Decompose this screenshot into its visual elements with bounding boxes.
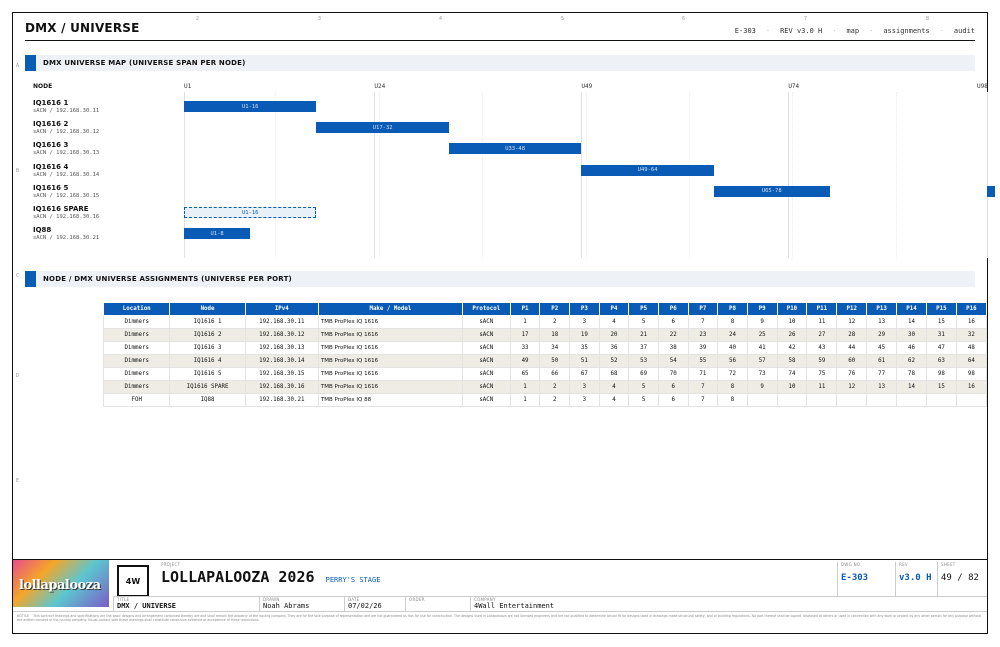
table-cell: 10	[777, 316, 807, 329]
table-cell: 69	[629, 368, 659, 381]
node-address: sACN / 192.168.30.15	[33, 192, 100, 199]
universe-tick-label: U49	[581, 83, 593, 90]
node-address: sACN / 192.168.30.16	[33, 214, 100, 220]
table-cell: 67	[570, 368, 600, 381]
table-cell	[837, 394, 867, 407]
table-cell: 2	[540, 316, 570, 329]
revision-cell	[895, 562, 939, 596]
universe-tick-label: U1	[184, 83, 192, 90]
table-cell: 71	[688, 368, 718, 381]
table-cell: 66	[540, 368, 570, 381]
table-cell: 56	[718, 355, 748, 368]
grid-line	[374, 92, 375, 258]
separator: ·	[869, 27, 874, 35]
sheet-label: SHEET	[941, 562, 956, 567]
table-cell: 23	[688, 329, 718, 342]
table-cell: IQ1616 3	[170, 342, 245, 355]
table-cell: 72	[718, 368, 748, 381]
separator: ·	[832, 27, 837, 35]
sheet-code: E-303	[734, 27, 756, 35]
node-name: IQ1616 SPARE	[33, 205, 89, 213]
drawing-sheet	[12, 12, 988, 634]
table-cell: 50	[540, 355, 570, 368]
table-cell: 192.168.30.11	[245, 316, 318, 329]
table-cell: 75	[807, 368, 837, 381]
table-cell: 47	[926, 342, 956, 355]
dwg-number: E-303	[841, 573, 869, 583]
table-cell: 27	[807, 329, 837, 342]
notice-label: NOTICE	[17, 614, 30, 618]
table-cell: IQ1616 5	[170, 368, 245, 381]
universe-span-bar[interactable]: U33-48	[449, 143, 581, 154]
date-value: 07/02/26	[348, 602, 382, 610]
table-cell: sACN	[462, 329, 510, 342]
section-header-map	[25, 55, 975, 71]
company-label: COMPANY	[474, 597, 496, 602]
table-cell: 5	[629, 394, 659, 407]
table-cell: 5	[629, 316, 659, 329]
table-cell: 192.168.30.15	[245, 368, 318, 381]
grid-column-number: 5	[561, 16, 565, 22]
table-cell: TMB ProPlex IQ 1616	[318, 368, 462, 381]
table-cell: 59	[807, 355, 837, 368]
grid-line	[788, 92, 789, 258]
node-name: IQ1616 4	[33, 162, 69, 171]
minor-grid-line	[379, 92, 380, 258]
section-header-assignments	[25, 271, 975, 287]
table-cell: 4	[599, 316, 629, 329]
table-cell: 28	[837, 329, 867, 342]
table-cell: 9	[747, 381, 777, 394]
table-cell: 10	[777, 381, 807, 394]
table-row	[104, 329, 987, 342]
table-cell: 32	[956, 329, 986, 342]
table-cell: 61	[867, 355, 897, 368]
table-cell: 35	[570, 342, 600, 355]
table-cell: TMB ProPlex IQ 1616	[318, 355, 462, 368]
universe-span-bar[interactable]: U65-78	[714, 186, 830, 197]
table-cell: 14	[897, 381, 927, 394]
company-cell	[470, 596, 987, 612]
table-cell: 25	[747, 329, 777, 342]
table-cell: 65	[510, 368, 540, 381]
table-cell: 31	[926, 329, 956, 342]
table-cell: sACN	[462, 342, 510, 355]
grid-column-number: 3	[318, 16, 322, 22]
table-cell	[956, 394, 986, 407]
node-address: sACN / 192.168.30.14	[33, 171, 100, 178]
table-cell: 36	[599, 342, 629, 355]
rev-label: REV	[899, 562, 908, 567]
table-cell	[867, 394, 897, 407]
title-value: DMX / UNIVERSE	[117, 602, 177, 610]
column-header: P1	[510, 303, 540, 316]
table-cell: 16	[956, 381, 986, 394]
drawn-value: Noah Abrams	[263, 602, 310, 610]
table-cell: 58	[777, 355, 807, 368]
universe-span-bar[interactable]	[987, 186, 995, 197]
table-cell: 44	[837, 342, 867, 355]
table-header-row	[104, 303, 987, 316]
table-cell: IQ88	[170, 394, 245, 407]
node-address: sACN / 192.168.30.21	[33, 235, 100, 242]
table-cell: 52	[599, 355, 629, 368]
rev-value: v3.0 H	[899, 573, 932, 583]
table-cell: 11	[807, 316, 837, 329]
universe-span-bar[interactable]: U1-16	[184, 207, 316, 218]
table-cell: IQ1616 SPARE	[170, 381, 245, 394]
column-header: P11	[807, 303, 837, 316]
minor-grid-line	[482, 92, 483, 258]
table-cell	[897, 394, 927, 407]
table-cell: TMB ProPlex IQ 1616	[318, 316, 462, 329]
node-row	[33, 226, 99, 241]
order-cell	[405, 596, 471, 612]
stage-name: PERRY'S STAGE	[325, 576, 381, 584]
table-cell: 192.168.30.12	[245, 329, 318, 342]
table-cell: 19	[570, 329, 600, 342]
table-row	[104, 381, 987, 394]
table-cell: Dimmers	[104, 329, 170, 342]
universe-span-bar[interactable]: U1-8	[184, 228, 250, 239]
title-block	[13, 559, 987, 622]
table-cell: IQ1616 1	[170, 316, 245, 329]
table-cell: 46	[897, 342, 927, 355]
node-name: IQ1616 3	[33, 141, 69, 150]
table-cell: 63	[926, 355, 956, 368]
table-cell: IQ1616 2	[170, 329, 245, 342]
grid-row-letter: C	[16, 273, 20, 279]
table-cell: 73	[747, 368, 777, 381]
table-row	[104, 342, 987, 355]
table-cell: sACN	[462, 355, 510, 368]
table-cell: 24	[718, 329, 748, 342]
node-row	[33, 184, 99, 199]
grid-row-letter: A	[16, 63, 20, 69]
table-cell: Dimmers	[104, 368, 170, 381]
grid-column-number: 6	[682, 16, 686, 22]
column-header: Protocol	[462, 303, 510, 316]
table-cell: 60	[837, 355, 867, 368]
title-cell	[113, 596, 259, 612]
node-name: IQ1616 1	[33, 99, 69, 107]
table-cell: 34	[540, 342, 570, 355]
table-cell: 53	[629, 355, 659, 368]
table-cell: 192.168.30.21	[245, 394, 318, 407]
universe-map	[25, 78, 989, 258]
table-cell: 49	[510, 355, 540, 368]
node-address: sACN / 192.168.30.11	[33, 108, 100, 114]
table-cell: Dimmers	[104, 316, 170, 329]
table-cell: 4	[599, 394, 629, 407]
table-cell: 13	[867, 381, 897, 394]
grid-column-number: 8	[926, 16, 930, 22]
table-cell: sACN	[462, 381, 510, 394]
table-cell: sACN	[462, 394, 510, 407]
table-cell: 4	[599, 381, 629, 394]
table-cell: 12	[837, 381, 867, 394]
table-cell: 42	[777, 342, 807, 355]
table-cell: 78	[897, 368, 927, 381]
column-header: P6	[658, 303, 688, 316]
table-cell: 98	[956, 368, 986, 381]
node-name: IQ1616 5	[33, 183, 69, 192]
universe-span-bar[interactable]: U17-32	[316, 122, 448, 133]
table-cell: 7	[688, 381, 718, 394]
legal-notice	[13, 611, 987, 622]
nav-link-audit[interactable]: audit	[953, 27, 975, 35]
universe-tick-label: U98	[977, 83, 988, 90]
table-cell: 192.168.30.14	[245, 355, 318, 368]
node-row	[33, 141, 99, 156]
table-cell: 3	[570, 394, 600, 407]
table-cell: Dimmers	[104, 342, 170, 355]
column-header: P7	[688, 303, 718, 316]
node-name: IQ88	[33, 226, 52, 235]
table-cell: 37	[629, 342, 659, 355]
grid-line	[987, 92, 988, 258]
header-rule	[25, 40, 975, 41]
table-cell: IQ1616 4	[170, 355, 245, 368]
column-header: P10	[777, 303, 807, 316]
table-cell: 7	[688, 316, 718, 329]
lollapalooza-logo	[13, 560, 109, 607]
column-header: P5	[629, 303, 659, 316]
table-row	[104, 355, 987, 368]
node-row	[33, 120, 99, 135]
table-cell: 62	[897, 355, 927, 368]
minor-grid-line	[792, 92, 793, 258]
table-cell	[926, 394, 956, 407]
table-cell: TMB ProPlex IQ 88	[318, 394, 462, 407]
grid-row-letter: D	[16, 373, 20, 379]
table-cell: 1	[510, 316, 540, 329]
company-value: 4Wall Entertainment	[474, 602, 555, 610]
table-cell: 15	[926, 316, 956, 329]
table-cell: 16	[956, 316, 986, 329]
table-cell: 3	[570, 381, 600, 394]
table-cell: 45	[867, 342, 897, 355]
table-cell: 5	[629, 381, 659, 394]
table-cell: FOH	[104, 394, 170, 407]
table-cell: 2	[540, 394, 570, 407]
project-name: LOLLAPALOOZA 2026	[161, 568, 315, 586]
title-label: TITLE	[117, 597, 130, 602]
nav-link-assignments[interactable]: assignments	[883, 27, 930, 35]
column-header: P4	[599, 303, 629, 316]
order-label: ORDER	[409, 597, 425, 602]
logo-wordmark: lollapalooza	[19, 578, 101, 593]
grid-column-number: 4	[439, 16, 443, 22]
table-cell: 30	[897, 329, 927, 342]
node-name: IQ1616 2	[33, 120, 69, 129]
table-cell: 6	[658, 394, 688, 407]
table-cell: 8	[718, 394, 748, 407]
table-cell: 22	[658, 329, 688, 342]
table-cell: 57	[747, 355, 777, 368]
minor-grid-line	[275, 92, 276, 258]
table-cell: 1	[510, 381, 540, 394]
table-cell: 48	[956, 342, 986, 355]
section-title: NODE / DMX UNIVERSE ASSIGNMENTS (UNIVERSE PER PORT)	[43, 275, 292, 283]
table-cell: 76	[837, 368, 867, 381]
column-header: P12	[837, 303, 867, 316]
table-cell: 8	[718, 381, 748, 394]
separator: ·	[939, 27, 944, 35]
table-cell: 41	[747, 342, 777, 355]
column-header: P8	[718, 303, 748, 316]
node-column-header: NODE	[33, 83, 53, 90]
table-cell: 55	[688, 355, 718, 368]
table-cell: 51	[570, 355, 600, 368]
notice-text: This contract drawings and specifications are the basic designs and arrangement contained thereby are and shall remain the property of the issuing company. They are for the sole purpose of representation and are not guaranteed as fact for use for construction. The designs used in Lollapalooza are not licensed engineers and are not qualified to determine actual fit for designs used in drawings make structural safety, and or building regulations. No part thereof shall be copied, disclosed to others or used in connection with any work or project by any other person for any purpose without the written consent of the issuing company. Visual contact with these drawings shall constitute conclusive evidence of acceptance of these restrictions.	[17, 614, 981, 622]
table-cell: 13	[867, 316, 897, 329]
column-header: P2	[540, 303, 570, 316]
column-header: Make / Model	[318, 303, 462, 316]
table-cell: 192.168.30.13	[245, 342, 318, 355]
page-title: DMX / UNIVERSE	[25, 21, 140, 35]
table-cell: 7	[688, 394, 718, 407]
date-cell	[344, 596, 406, 612]
dwg-label: DWG NO.	[841, 562, 862, 567]
table-cell: TMB ProPlex IQ 1616	[318, 342, 462, 355]
table-cell: 11	[807, 381, 837, 394]
universe-tick-label: U24	[374, 83, 386, 90]
table-cell: 70	[658, 368, 688, 381]
table-row	[104, 394, 987, 407]
universe-span-bar[interactable]: U1-16	[184, 101, 316, 112]
assignments-table	[103, 302, 987, 407]
table-cell: 9	[747, 316, 777, 329]
table-cell: 21	[629, 329, 659, 342]
table-cell: 68	[599, 368, 629, 381]
column-header: P14	[897, 303, 927, 316]
dwg-number-cell	[837, 562, 897, 596]
minor-grid-line	[896, 92, 897, 258]
revision-label: REV v3.0 H	[780, 27, 823, 35]
drawn-cell	[259, 596, 345, 612]
column-header: P15	[926, 303, 956, 316]
grid-column-number: 7	[804, 16, 808, 22]
table-cell: 77	[867, 368, 897, 381]
column-header: P3	[570, 303, 600, 316]
column-header: Location	[104, 303, 170, 316]
table-cell: Dimmers	[104, 355, 170, 368]
table-row	[104, 368, 987, 381]
table-cell: 6	[658, 381, 688, 394]
table-cell: 38	[658, 342, 688, 355]
column-header: Node	[170, 303, 245, 316]
table-cell: 26	[777, 329, 807, 342]
table-cell: 29	[867, 329, 897, 342]
node-row	[33, 163, 99, 178]
column-header: P9	[747, 303, 777, 316]
table-cell: 8	[718, 316, 748, 329]
table-cell: 2	[540, 381, 570, 394]
project-label: PROJECT	[161, 562, 181, 567]
table-cell	[807, 394, 837, 407]
table-cell: TMB ProPlex IQ 1616	[318, 329, 462, 342]
table-cell: 74	[777, 368, 807, 381]
section-marker	[25, 55, 36, 71]
table-cell: sACN	[462, 368, 510, 381]
column-header: P16	[956, 303, 986, 316]
table-cell: 39	[688, 342, 718, 355]
table-cell: 6	[658, 316, 688, 329]
table-cell: 54	[658, 355, 688, 368]
node-address: sACN / 192.168.30.13	[33, 150, 100, 157]
table-cell: 18	[540, 329, 570, 342]
drawn-label: DRAWN	[263, 597, 280, 602]
company-mark-icon: 4W	[117, 565, 149, 597]
table-cell: 15	[926, 381, 956, 394]
project-cell	[161, 562, 380, 586]
node-address: sACN / 192.168.30.12	[33, 129, 100, 136]
table-cell	[777, 394, 807, 407]
node-row	[33, 205, 99, 220]
table-cell: 3	[570, 316, 600, 329]
header-nav	[735, 27, 975, 35]
table-cell: TMB ProPlex IQ 1616	[318, 381, 462, 394]
table-cell: 14	[897, 316, 927, 329]
section-marker	[25, 271, 36, 287]
table-cell: 1	[510, 394, 540, 407]
table-cell: Dimmers	[104, 381, 170, 394]
table-cell: 192.168.30.16	[245, 381, 318, 394]
table-cell: 64	[956, 355, 986, 368]
section-title: DMX UNIVERSE MAP (UNIVERSE SPAN PER NODE)	[43, 59, 246, 67]
table-cell: sACN	[462, 316, 510, 329]
date-label: DATE	[348, 597, 360, 602]
universe-tick-label: U74	[788, 83, 800, 90]
table-cell: 40	[718, 342, 748, 355]
grid-column-number: 2	[196, 16, 200, 22]
node-row	[33, 99, 99, 114]
sheet-value: 49 / 82	[941, 573, 979, 583]
column-header: P13	[867, 303, 897, 316]
grid-row-letter: B	[16, 168, 20, 174]
table-cell: 20	[599, 329, 629, 342]
table-row	[104, 316, 987, 329]
nav-link-map[interactable]: map	[846, 27, 860, 35]
table-cell: 43	[807, 342, 837, 355]
sheet-cell	[937, 562, 987, 596]
grid-row-letter: E	[16, 478, 20, 484]
table-cell: 17	[510, 329, 540, 342]
table-cell: 12	[837, 316, 867, 329]
column-header: IPv4	[245, 303, 318, 316]
separator: ·	[765, 27, 771, 35]
table-cell: 98	[926, 368, 956, 381]
table-cell: 33	[510, 342, 540, 355]
table-cell	[747, 394, 777, 407]
universe-span-bar[interactable]: U49-64	[581, 165, 713, 176]
